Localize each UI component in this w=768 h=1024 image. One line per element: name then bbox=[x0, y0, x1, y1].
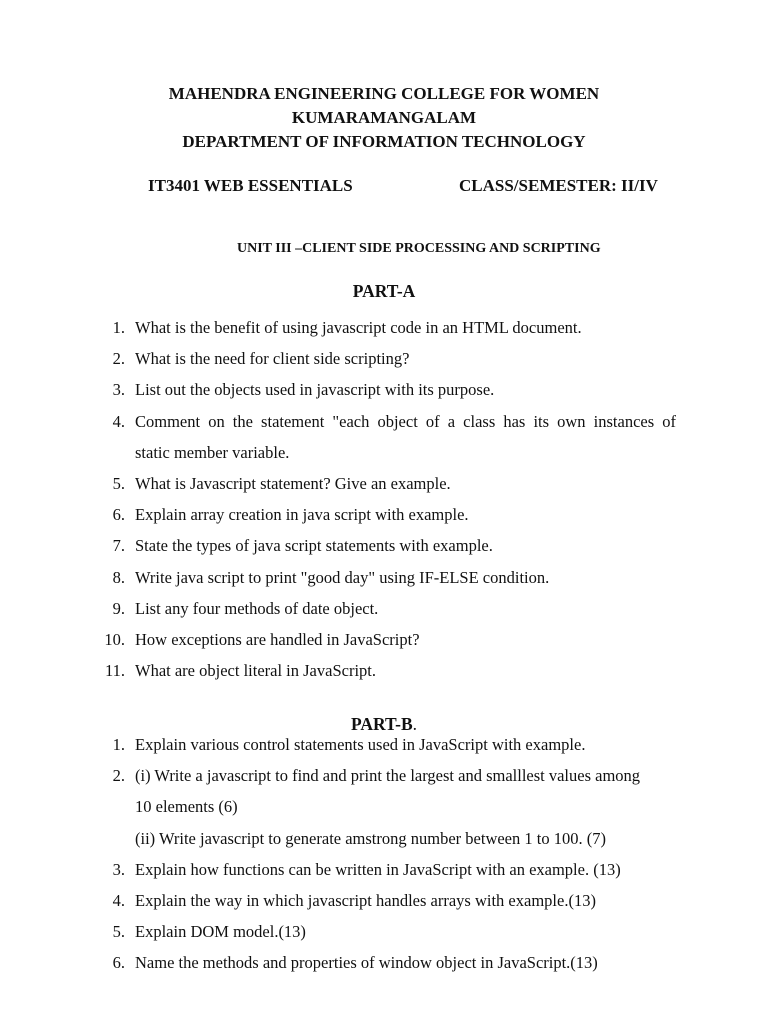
question-item bbox=[0, 412, 768, 443]
college-location: KUMARAMANGALAM bbox=[291, 108, 477, 127]
question-continuation bbox=[0, 443, 768, 474]
part-b-heading bbox=[0, 713, 768, 735]
question-text: What is Javascript statement? Give an example. bbox=[135, 473, 451, 493]
question-number: 3. bbox=[112, 859, 125, 879]
course-code-title: IT3401 WEB ESSENTIALS bbox=[148, 176, 353, 195]
question-item bbox=[0, 922, 768, 953]
question-text: Explain the way in which javascript handles arrays with example.(13) bbox=[135, 890, 596, 910]
unit-title: UNIT III –CLIENT SIDE PROCESSING AND SCRIPTING bbox=[237, 241, 601, 256]
question-number: 4. bbox=[112, 890, 125, 910]
question-number: 8. bbox=[112, 567, 125, 587]
question-text: Explain how functions can be written in JavaScript with an example. (13) bbox=[135, 859, 621, 879]
question-text: Explain various control statements used in JavaScript with example. bbox=[135, 735, 586, 754]
department-name: DEPARTMENT OF INFORMATION TECHNOLOGY bbox=[182, 132, 586, 151]
question-number: 4. bbox=[112, 411, 125, 431]
question-text-continued: static member variable. bbox=[135, 442, 290, 462]
question-item bbox=[0, 380, 768, 411]
question-text: How exceptions are handled in JavaScript? bbox=[135, 629, 420, 649]
question-number: 3. bbox=[112, 380, 125, 400]
question-subpart bbox=[0, 829, 768, 860]
part-b-heading-text: PART-B bbox=[351, 714, 413, 734]
question-item bbox=[0, 891, 768, 922]
question-number: 1. bbox=[112, 318, 125, 337]
question-number: 2. bbox=[112, 766, 125, 786]
part-b-question-list bbox=[0, 735, 768, 985]
question-text: Write java script to print "good day" using IF-ELSE condition. bbox=[135, 567, 550, 587]
question-number: 11. bbox=[104, 661, 125, 681]
question-continuation bbox=[0, 797, 768, 828]
question-item bbox=[0, 474, 768, 505]
question-item bbox=[0, 735, 768, 766]
question-subpart-text: (ii) Write javascript to generate amstrong number between 1 to 100. (7) bbox=[135, 828, 606, 848]
part-a-heading-text: PART-A bbox=[352, 281, 416, 301]
question-item bbox=[0, 599, 768, 630]
document-header bbox=[0, 82, 768, 154]
question-text: Name the methods and properties of window object in JavaScript.(13) bbox=[135, 953, 598, 973]
question-item bbox=[0, 318, 768, 349]
question-text: What is the need for client side scripting? bbox=[135, 349, 410, 369]
question-text: State the types of java script statements with example. bbox=[135, 536, 493, 556]
question-number: 6. bbox=[112, 505, 125, 525]
question-number: 5. bbox=[112, 473, 125, 493]
part-a-heading bbox=[0, 280, 768, 302]
question-number: 10. bbox=[104, 629, 125, 649]
question-item bbox=[0, 568, 768, 599]
college-name: MAHENDRA ENGINEERING COLLEGE FOR WOMEN bbox=[168, 84, 600, 103]
part-b-heading-period: . bbox=[412, 714, 417, 734]
question-item bbox=[0, 630, 768, 661]
question-text: List out the objects used in javascript with its purpose. bbox=[135, 380, 495, 400]
question-text: List any four methods of date object. bbox=[135, 598, 379, 618]
question-number: 9. bbox=[112, 598, 125, 618]
question-number: 5. bbox=[112, 922, 125, 942]
question-number: 1. bbox=[112, 735, 125, 754]
question-number: 2. bbox=[112, 349, 125, 369]
question-number: 6. bbox=[112, 953, 125, 973]
question-item bbox=[0, 661, 768, 692]
question-text: (i) Write a javascript to find and print the largest and smalllest values among bbox=[135, 766, 641, 786]
question-item bbox=[0, 860, 768, 891]
question-item bbox=[0, 953, 768, 984]
question-text: Comment on the statement "each object of a class has its own instances of bbox=[135, 411, 676, 431]
question-text: What are object literal in JavaScript. bbox=[135, 661, 376, 681]
question-text: Explain array creation in java script with example. bbox=[135, 505, 469, 525]
question-text: Explain DOM model.(13) bbox=[135, 922, 306, 942]
question-text-continued: 10 elements (6) bbox=[135, 797, 238, 817]
question-item bbox=[0, 766, 768, 797]
question-number: 7. bbox=[112, 536, 125, 556]
class-semester: CLASS/SEMESTER: II/IV bbox=[459, 176, 658, 195]
part-a-question-list bbox=[0, 318, 768, 692]
question-item bbox=[0, 349, 768, 380]
question-item bbox=[0, 536, 768, 567]
question-item bbox=[0, 505, 768, 536]
question-text: What is the benefit of using javascript code in an HTML document. bbox=[135, 318, 582, 337]
